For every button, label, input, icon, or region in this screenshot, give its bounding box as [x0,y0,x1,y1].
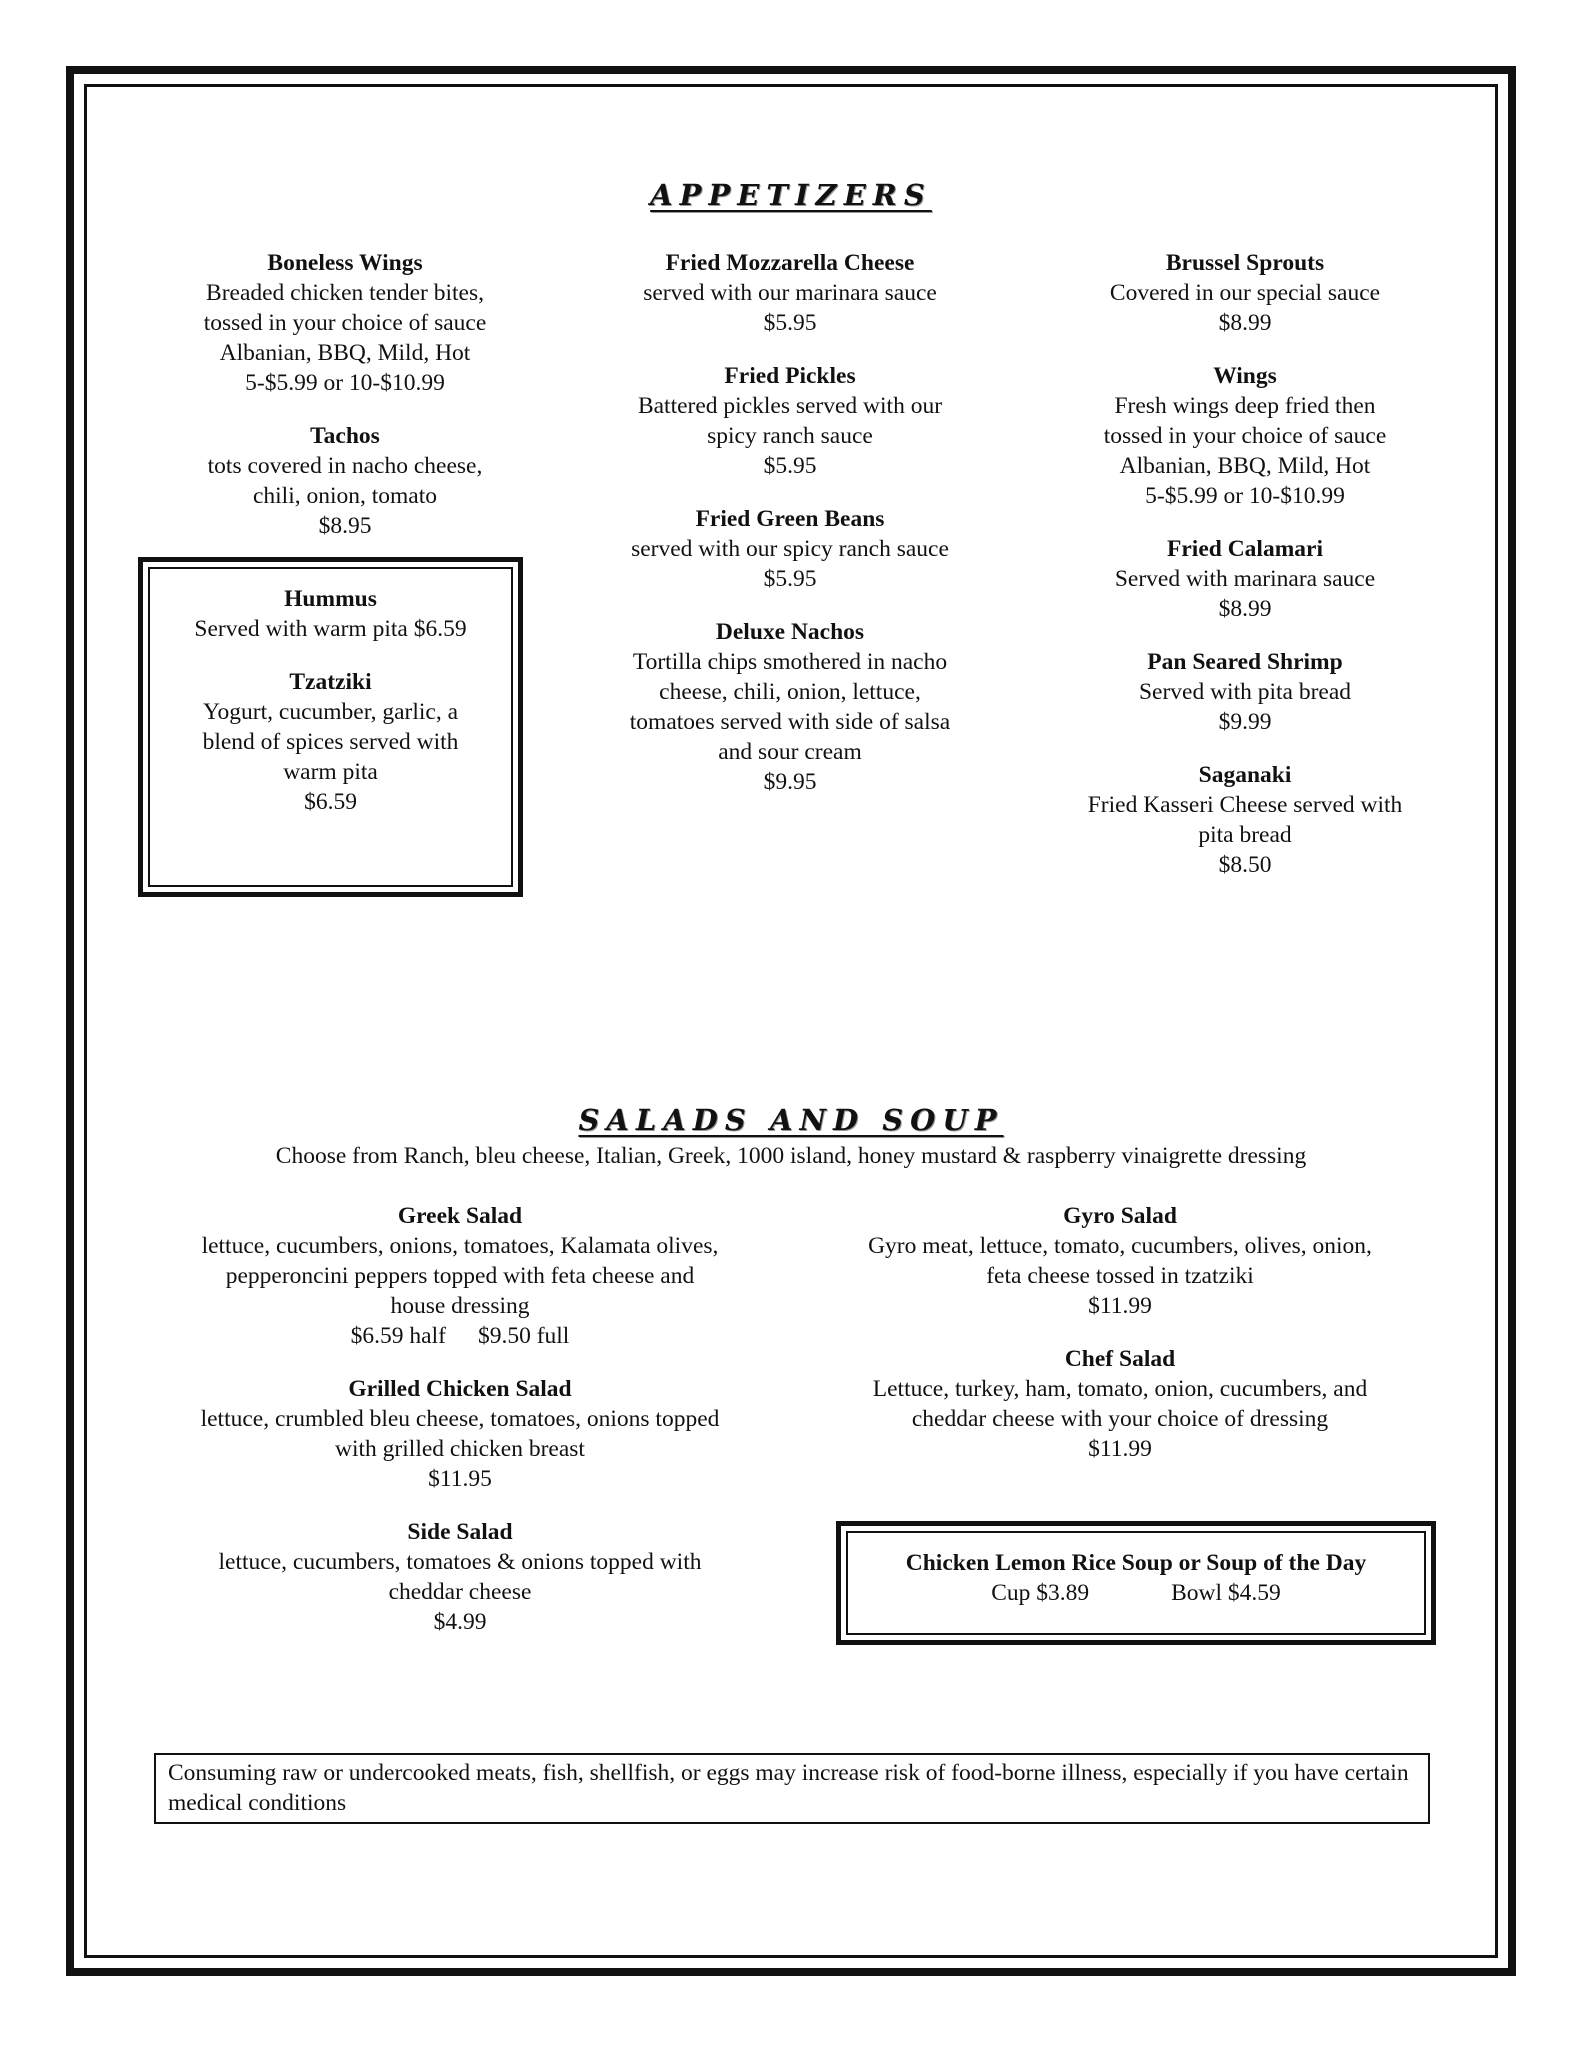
item-name: Saganaki [1198,762,1292,788]
item-price: 5-$5.99 or 10-$10.99 [1145,483,1345,509]
item-price: $5.95 [763,310,817,336]
soup-cup-price: Cup $3.89 [991,1580,1090,1606]
item-name: Fried Mozzarella Cheese [665,250,915,276]
item-description: Albanian, BBQ, Mild, Hot [219,340,471,366]
item-price [160,1321,760,1351]
item-description: pepperoncini peppers topped with feta cheese and [225,1263,695,1289]
menu-item [580,617,1000,797]
item-price: $11.95 [428,1466,492,1492]
item-description: Served with marinara sauce [1114,566,1376,592]
box-content [841,1548,1431,1608]
salads-title: SALADS AND SOUP [578,1103,1004,1137]
item-name: Pan Seared Shrimp [1147,649,1343,675]
item-description: house dressing [390,1293,530,1319]
item-name: Grilled Chicken Salad [348,1376,572,1402]
item-description: lettuce, cucumbers, tomatoes & onions topped with [218,1549,702,1575]
item-description: pita bread [1198,822,1292,848]
menu-item [1040,534,1450,624]
item-price: $8.99 [1218,596,1272,622]
item-price: $11.99 [1088,1293,1152,1319]
menu-item [1040,647,1450,737]
item-description: tossed in your choice of sauce [203,310,487,336]
menu-item [1040,760,1450,880]
item-price: 5-$5.99 or 10-$10.99 [245,370,445,396]
item-description: cheddar cheese [388,1579,532,1605]
appetizers-title: APPETIZERS [650,178,932,212]
soup-prices [841,1578,1431,1608]
item-description: cheese, chili, onion, lettuce, [659,679,921,705]
item-description: served with our marinara sauce [643,280,937,306]
item-name: Tzatziki [289,669,372,695]
item-description: chili, onion, tomato [252,483,438,509]
item-price: $6.59 [304,789,357,815]
item-description: Yogurt, cucumber, garlic, a [202,699,459,725]
item-price: $8.95 [318,513,372,539]
item-name: Fried Green Beans [695,506,885,532]
item-name: Tachos [310,423,380,449]
item-description: Fresh wings deep fried then [1114,393,1376,419]
item-name: Deluxe Nachos [715,619,865,645]
item-price: $11.99 [1088,1436,1152,1462]
item-name: Side Salad [407,1519,513,1545]
item-description: served with our spicy ranch sauce [631,536,949,562]
menu-item [160,1374,760,1494]
item-description: lettuce, cucumbers, onions, tomatoes, Kalamata olives, [201,1233,719,1259]
item-description: Served with warm pita $6.59 [194,616,467,642]
item-name: Brussel Sprouts [1165,250,1325,276]
price-half: $6.59 half [350,1323,446,1349]
item-name: Gyro Salad [1063,1203,1177,1229]
menu-item [580,361,1000,481]
item-description: tomatoes served with side of salsa [629,709,951,735]
menu-item [820,1201,1420,1321]
item-description: Battered pickles served with our [637,393,943,419]
salads-left-column [160,1201,760,1660]
hummus-tzatziki-box [138,557,523,897]
item-description: Covered in our special sauce [1109,280,1381,306]
item-name: Greek Salad [397,1203,523,1229]
price-full: $9.50 full [477,1323,570,1349]
item-description: cheddar cheese with your choice of dressing [911,1406,1329,1432]
menu-item [1040,248,1450,338]
item-price: $8.99 [1218,310,1272,336]
item-name: Fried Pickles [724,363,856,389]
item-description: lettuce, crumbled bleu cheese, tomatoes, onions topped [200,1406,720,1432]
item-description: tossed in your choice of sauce [1103,423,1387,449]
box-content [143,584,518,840]
appetizers-right-column [1040,248,1450,903]
menu-item [160,1517,760,1637]
item-description: and sour cream [718,739,862,765]
menu-item [1040,361,1450,511]
menu-item [160,1201,760,1351]
dressing-note: Choose from Ranch, bleu cheese, Italian, Greek, 1000 island, honey mustard & raspberry vinaigrette dressing [275,1143,1307,1169]
item-description: warm pita [283,759,378,785]
item-description: Gyro meat, lettuce, tomato, cucumbers, olives, onion, [868,1233,1372,1259]
appetizers-left-column [140,248,550,564]
item-price: $5.95 [763,453,817,479]
item-description: spicy ranch sauce [707,423,873,449]
menu-item [580,248,1000,338]
item-description: blend of spices served with [202,729,459,755]
item-description: with grilled chicken breast [335,1436,585,1462]
menu-item [140,248,550,398]
menu-item [140,421,550,541]
menu-item [580,504,1000,594]
menu-item [820,1344,1420,1464]
item-price: $9.99 [1218,709,1272,735]
item-price: $4.99 [433,1609,487,1635]
item-description: Lettuce, turkey, ham, tomato, onion, cucumbers, and [872,1376,1368,1402]
item-description: Fried Kasseri Cheese served with [1087,792,1403,818]
item-name: Wings [1213,363,1277,389]
soup-name: Chicken Lemon Rice Soup or Soup of the Day [905,1550,1367,1576]
item-description: feta cheese tossed in tzatziki [986,1263,1254,1289]
item-price: $5.95 [763,566,817,592]
menu-item [143,667,518,817]
food-safety-warning: Consuming raw or undercooked meats, fish, shellfish, or eggs may increase risk of food-borne illness, especially if you have certain medical conditions [154,1753,1430,1824]
item-name: Boneless Wings [267,250,423,276]
item-description: Breaded chicken tender bites, [206,280,484,306]
menu-item [143,584,518,644]
soup-box [836,1521,1436,1645]
salads-right-column [820,1201,1420,1487]
item-name: Chef Salad [1064,1346,1176,1372]
soup-bowl-price: Bowl $4.59 [1171,1580,1281,1606]
item-description: tots covered in nacho cheese, [207,453,483,479]
appetizers-middle-column [580,248,1000,820]
item-description: Tortilla chips smothered in nacho [632,649,948,675]
item-name: Fried Calamari [1167,536,1323,562]
item-price: $9.95 [763,769,817,795]
item-name: Hummus [284,586,377,612]
item-description: Served with pita bread [1138,679,1352,705]
item-price: $8.50 [1218,852,1272,878]
item-description: Albanian, BBQ, Mild, Hot [1119,453,1371,479]
